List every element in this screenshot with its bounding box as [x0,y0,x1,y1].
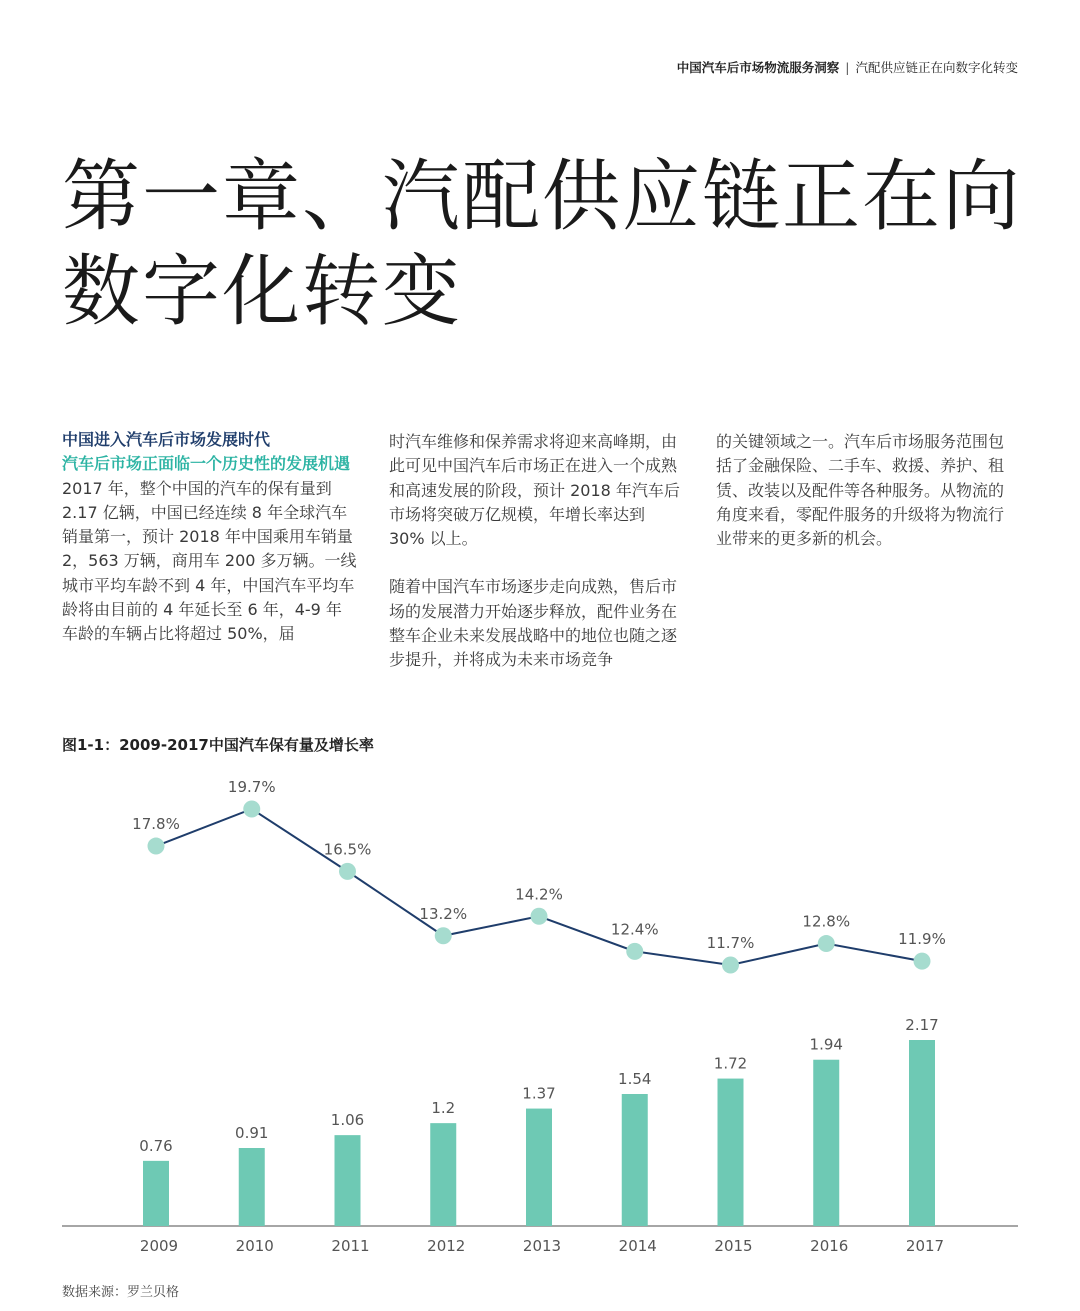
combo-chart [0,760,1080,1270]
line-label-2013: 14.2% [515,885,563,904]
line-point-2017 [914,953,931,970]
bar-label-2011: 1.06 [330,1111,365,1130]
x-tick-2009: 2009 [139,1237,179,1255]
text-column-3 [716,430,1011,551]
line-point-2012 [435,927,452,944]
section-title: 汽配供应链正在向数字化转变 [855,60,1018,75]
report-title: 中国汽车后市场物流服务洞察 [676,60,840,75]
bar-label-2012: 1.2 [431,1099,456,1118]
bar-label-2010: 0.91 [235,1124,269,1142]
line-point-2011 [339,863,356,880]
x-tick-2017: 2017 [905,1237,945,1255]
line-label-2016: 12.8% [802,912,851,931]
chapter-title-line1: 第一章、汽配供应链正在向 [62,152,1023,242]
paragraph-col3: 的关键领域之一。汽车后市场服务范围包括了金融保险、二手车、救援、养护、租赁、改装以及配件等各种服务。从物流的角度来看，零配件服务的升级将为物流行业带来的更多新的机会。 [716,432,1005,549]
x-tick-2016: 2016 [810,1237,849,1255]
bar-label-2017: 2.17 [905,1016,939,1034]
bar-label-2014: 1.54 [618,1070,652,1088]
figure-caption: 图1-1：2009-2017中国汽车保有量及增长率 [62,736,374,754]
line-label-2015: 11.7% [706,934,755,952]
bar-2016 [813,1060,839,1226]
x-tick-2010: 2010 [235,1237,274,1255]
x-tick-2014: 2014 [618,1237,657,1255]
bar-2014 [622,1094,648,1226]
header-separator: | [845,60,850,75]
running-header [677,58,1018,76]
line-point-2014 [626,943,643,960]
x-tick-2012: 2012 [427,1237,466,1255]
bar-2009 [143,1161,169,1226]
line-label-2009: 17.8% [132,815,180,834]
bar-2013 [526,1109,552,1226]
x-tick-2013: 2013 [522,1237,562,1255]
paragraph-col2-1: 时汽车维修和保养需求将迎来高峰期，由此可见中国汽车后市场正在进入一个成熟和高速发展的阶段，预计 2018 年汽车后市场将突破万亿规模，年增长率达到 30% 以上。 [389,432,680,549]
x-tick-2011: 2011 [331,1237,370,1255]
bar-2010 [239,1148,265,1226]
text-column-1 [62,428,357,647]
data-source: 数据来源：罗兰贝格 [62,1285,180,1300]
line-point-2013 [531,908,548,925]
line-label-2011: 16.5% [323,840,372,859]
section-heading: 中国进入汽车后市场发展时代 [62,430,271,449]
line-point-2010 [243,801,260,818]
bar-2011 [335,1135,361,1226]
line-label-2017: 11.9% [898,930,946,949]
bar-label-2016: 1.94 [809,1035,843,1054]
chapter-title [62,150,1022,340]
bar-label-2009: 0.76 [139,1136,173,1155]
bar-label-2015: 1.72 [713,1054,748,1073]
line-point-2015 [722,957,739,974]
paragraph-col1: 2017 年，整个中国的汽车的保有量到 2.17 亿辆，中国已经连续 8 年全球汽车销量第一，预计 2018 年中国乘用车销量 2，563 万辆，商用车 200 多万辆。一线城市平均车龄不到 4 年，中国汽车平均车龄将由目前的 4 年延长至 6 年，4-9 年车龄的车辆占比将超过 50%，届 [62,478,357,644]
section-subheading: 汽车后市场正面临一个历史性的发展机遇 [62,454,351,474]
line-point-2009 [148,838,165,855]
line-label-2014: 12.4% [610,920,659,939]
bar-2015 [718,1079,744,1226]
text-column-2 [389,430,684,673]
bar-2017 [909,1040,935,1226]
chapter-title-line2: 数字化转变 [62,247,463,337]
line-label-2012: 13.2% [419,904,468,923]
line-point-2016 [818,935,835,952]
bar-label-2013: 1.37 [522,1084,556,1103]
line-label-2010: 19.7% [227,778,276,796]
x-tick-2015: 2015 [714,1237,753,1255]
bar-2012 [430,1123,456,1226]
paragraph-col2-2: 随着中国汽车市场逐步走向成熟，售后市场的发展潜力开始逐步释放，配件业务在整车企业未来发展战略中的地位也随之逐步提升，并将成为未来市场竞争 [389,577,678,670]
